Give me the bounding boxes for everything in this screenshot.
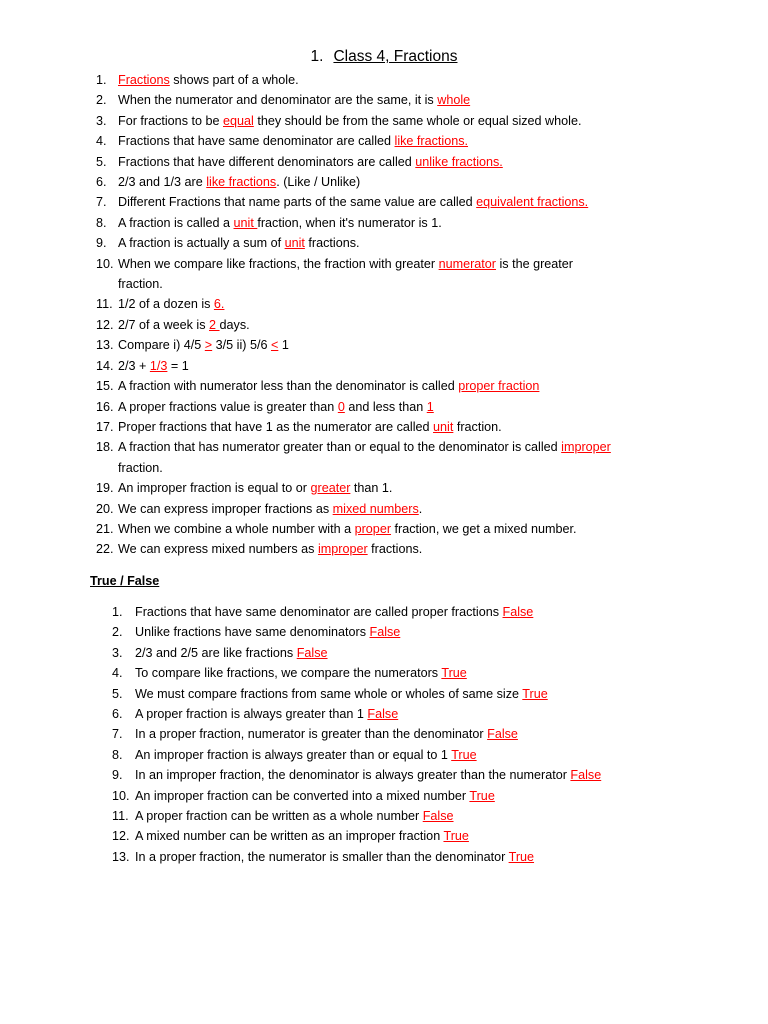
answer-text: 1/3 xyxy=(149,358,168,373)
item-number: 15. xyxy=(96,379,114,394)
item-text xyxy=(118,152,696,172)
item-text xyxy=(118,294,696,314)
list-item xyxy=(96,254,696,274)
item-number: 7. xyxy=(96,195,107,210)
question-text: shows part of a whole. xyxy=(169,73,299,87)
answer-text: False xyxy=(422,809,454,824)
list-item xyxy=(96,274,696,294)
answer-text: proper xyxy=(354,521,392,536)
list-item xyxy=(96,539,696,559)
list-item xyxy=(96,111,696,131)
answer-text: True xyxy=(441,666,467,681)
page-title xyxy=(0,47,768,67)
item-text xyxy=(118,335,696,355)
question-text: For fractions to be xyxy=(118,113,223,128)
item-number: 6. xyxy=(112,707,123,722)
item-text xyxy=(135,765,712,785)
list-item xyxy=(96,376,696,396)
item-text xyxy=(118,254,696,274)
true-false-heading: True / False xyxy=(90,574,160,588)
list-item xyxy=(96,294,696,314)
list-item xyxy=(112,724,712,744)
list-item xyxy=(112,847,712,867)
item-text xyxy=(135,704,712,724)
answer-text: False xyxy=(367,707,399,722)
fill-in-list xyxy=(96,70,696,560)
list-item xyxy=(112,765,712,785)
item-text xyxy=(118,274,696,294)
answer-text: improper xyxy=(317,542,368,557)
question-text: We must compare fractions from same whole or wholes of same size xyxy=(135,686,523,701)
list-item xyxy=(96,70,696,90)
item-number: 21. xyxy=(96,521,114,536)
item-number: 11. xyxy=(96,297,113,312)
question-text: Fractions that have same denominator are called proper fractions xyxy=(135,605,503,619)
item-text xyxy=(118,131,696,151)
question-text: 2/3 + xyxy=(118,358,150,373)
list-item xyxy=(96,335,696,355)
title-text: Class 4, Fractions xyxy=(333,48,458,65)
question-text: fraction. xyxy=(453,419,502,434)
item-number: 12. xyxy=(96,317,114,332)
answer-text: 6. xyxy=(213,297,225,312)
answer-text: mixed numbers xyxy=(332,501,419,516)
question-text: We can express mixed numbers as xyxy=(118,542,318,557)
list-item xyxy=(112,806,712,826)
item-number: 1. xyxy=(112,605,123,619)
list-item xyxy=(96,315,696,335)
item-text xyxy=(118,397,696,417)
question-text: . (Like / Unlike) xyxy=(276,175,361,190)
list-item xyxy=(96,478,696,498)
question-text: is the greater xyxy=(496,256,574,271)
list-item xyxy=(96,499,696,519)
item-number: 17. xyxy=(96,419,114,434)
question-text: Compare i) 4/5 xyxy=(118,338,205,353)
question-text: A proper fractions value is greater than xyxy=(118,399,338,414)
list-item xyxy=(112,663,712,683)
item-text xyxy=(118,70,696,90)
list-item xyxy=(96,172,696,192)
answer-text: False xyxy=(296,645,328,660)
answer-text: True xyxy=(522,686,548,701)
answer-text: False xyxy=(369,625,401,640)
item-text xyxy=(135,745,712,765)
item-text xyxy=(118,192,696,212)
list-item xyxy=(96,233,696,253)
question-text: Fractions that have same denominator are called xyxy=(118,134,395,149)
question-text: fraction, when it's numerator is 1. xyxy=(257,215,442,230)
item-number: 2. xyxy=(96,93,107,108)
answer-text: False xyxy=(502,605,534,619)
item-text xyxy=(118,90,696,110)
answer-text: < xyxy=(270,338,279,353)
question-text: = 1 xyxy=(167,358,189,373)
answer-text: True xyxy=(451,747,477,762)
item-number: 10. xyxy=(112,788,130,803)
item-text xyxy=(135,826,712,846)
question-text: We can express improper fractions as xyxy=(118,501,333,516)
item-number: 13. xyxy=(96,338,114,353)
question-text: A fraction is called a xyxy=(118,215,234,230)
item-text xyxy=(118,233,696,253)
question-text: 3/5 ii) 5/6 xyxy=(212,338,271,353)
item-number: 9. xyxy=(112,768,123,783)
true-false-list xyxy=(112,602,712,867)
item-text xyxy=(135,602,712,622)
question-text: . xyxy=(418,501,423,516)
item-text xyxy=(118,478,696,498)
question-text: A mixed number can be written as an improper fraction xyxy=(135,829,444,844)
list-item xyxy=(96,131,696,151)
question-text: Different Fractions that name parts of the same value are called xyxy=(118,195,477,210)
answer-text: unit xyxy=(284,236,305,251)
question-text: In a proper fraction, numerator is greater than the denominator xyxy=(135,727,488,742)
item-text xyxy=(135,724,712,744)
question-text: Unlike fractions have same denominators xyxy=(135,625,370,640)
title-number: 1. xyxy=(310,48,324,65)
item-text xyxy=(118,519,696,539)
item-text xyxy=(118,111,696,131)
item-number: 8. xyxy=(96,215,107,230)
question-text: An improper fraction is always greater than or equal to 1 xyxy=(135,747,452,762)
answer-text: like fractions. xyxy=(394,134,469,149)
answer-text: > xyxy=(204,338,213,353)
list-item xyxy=(112,704,712,724)
item-text xyxy=(135,847,712,867)
answer-text: True xyxy=(508,849,535,864)
answer-text: unit xyxy=(233,215,258,230)
question-text: When the numerator and denominator are the same, it is xyxy=(118,93,438,108)
item-number: 12. xyxy=(112,829,130,844)
question-text: Fractions that have different denominators are called xyxy=(118,154,416,169)
item-number: 7. xyxy=(112,727,123,742)
question-text: In an improper fraction, the denominator is always greater than the numerator xyxy=(135,768,571,783)
answer-text: equal xyxy=(223,113,254,128)
item-number: 2. xyxy=(112,625,123,640)
item-number: 8. xyxy=(112,747,123,762)
answer-text: proper fraction xyxy=(458,379,540,394)
list-item xyxy=(96,192,696,212)
item-text xyxy=(135,786,712,806)
item-number: 5. xyxy=(112,686,123,701)
question-text: When we compare like fractions, the fraction with greater xyxy=(118,256,439,271)
item-number: 4. xyxy=(112,666,123,681)
answer-text: Fractions xyxy=(118,73,170,87)
question-text: When we combine a whole number with a xyxy=(118,521,355,536)
answer-text: improper xyxy=(561,440,611,455)
item-number: 20. xyxy=(96,501,114,516)
question-text: 2/3 and 1/3 are xyxy=(118,175,207,190)
item-number: 10. xyxy=(96,256,114,271)
item-text xyxy=(118,213,696,233)
item-number: 18. xyxy=(96,440,114,455)
answer-text: True xyxy=(469,788,495,803)
answer-text: equivalent fractions. xyxy=(476,195,589,210)
question-text: An improper fraction is equal to or xyxy=(118,481,311,496)
item-number: 1. xyxy=(96,73,107,87)
answer-text: unlike fractions. xyxy=(415,154,503,169)
question-text: In a proper fraction, the numerator is smaller than the denominator xyxy=(135,849,509,864)
item-text xyxy=(118,499,696,519)
list-item xyxy=(96,458,696,478)
question-text: A fraction is actually a sum of xyxy=(118,236,285,251)
list-item xyxy=(112,643,712,663)
item-text xyxy=(135,684,712,704)
item-text xyxy=(118,458,696,478)
item-text xyxy=(135,643,712,663)
question-text: they should be from the same whole or equal sized whole. xyxy=(253,113,582,128)
list-item xyxy=(96,356,696,376)
list-item xyxy=(112,786,712,806)
item-text xyxy=(118,376,696,396)
answer-text: 1 xyxy=(426,399,434,414)
list-item xyxy=(96,152,696,172)
list-item xyxy=(96,213,696,233)
item-text xyxy=(118,417,696,437)
list-item xyxy=(112,684,712,704)
item-number: 16. xyxy=(96,399,114,414)
question-text: than 1. xyxy=(350,481,393,496)
item-text xyxy=(135,622,712,642)
item-number: 22. xyxy=(96,542,114,557)
item-number: 13. xyxy=(112,849,130,864)
question-text: and less than xyxy=(344,399,427,414)
item-text xyxy=(118,172,696,192)
question-text: A fraction that has numerator greater than or equal to the denominator is called xyxy=(118,440,562,455)
list-item xyxy=(112,745,712,765)
item-number: 14. xyxy=(96,358,114,373)
question-text: A fraction with numerator less than the denominator is called xyxy=(118,379,459,394)
item-number: 3. xyxy=(96,113,107,128)
answer-text: False xyxy=(487,727,518,742)
question-text: fraction. xyxy=(118,277,163,292)
answer-text: greater xyxy=(310,481,351,496)
question-text: fraction. xyxy=(118,460,163,475)
question-text: 2/3 and 2/5 are like fractions xyxy=(135,645,297,660)
item-number: 19. xyxy=(96,481,114,496)
list-item xyxy=(112,602,712,622)
answer-text: 0 xyxy=(337,399,345,414)
question-text: 1 xyxy=(278,338,289,353)
item-text xyxy=(118,539,696,559)
question-text: 2/7 of a week is xyxy=(118,317,210,332)
list-item xyxy=(96,437,696,457)
item-text xyxy=(135,663,712,683)
list-item xyxy=(112,622,712,642)
question-text: 1/2 of a dozen is xyxy=(118,297,214,312)
list-item xyxy=(96,397,696,417)
question-text: An improper fraction can be converted into a mixed number xyxy=(135,788,470,803)
question-text: fractions. xyxy=(304,236,360,251)
question-text: days. xyxy=(219,317,250,332)
item-number: 4. xyxy=(96,134,107,149)
answer-text: False xyxy=(570,768,602,783)
answer-text: whole xyxy=(437,93,471,108)
item-number: 3. xyxy=(112,645,123,660)
answer-text: like fractions xyxy=(206,175,277,190)
list-item xyxy=(96,417,696,437)
question-text: fractions. xyxy=(367,542,423,557)
item-text xyxy=(135,806,712,826)
item-text xyxy=(118,315,696,335)
question-text: Proper fractions that have 1 as the numerator are called xyxy=(118,419,434,434)
item-text xyxy=(118,356,696,376)
answer-text: unit xyxy=(433,419,454,434)
item-number: 6. xyxy=(96,175,107,190)
answer-text: numerator xyxy=(438,256,496,271)
answer-text: True xyxy=(443,829,469,844)
item-text xyxy=(118,437,696,457)
item-number: 11. xyxy=(112,809,129,824)
question-text: To compare like fractions, we compare the numerators xyxy=(135,666,442,681)
item-number: 5. xyxy=(96,154,107,169)
question-text: fraction, we get a mixed number. xyxy=(391,521,577,536)
item-number: 9. xyxy=(96,236,107,251)
list-item xyxy=(96,519,696,539)
list-item xyxy=(112,826,712,846)
answer-text: 2 xyxy=(209,317,220,332)
question-text: A proper fraction can be written as a whole number xyxy=(135,809,423,824)
question-text: A proper fraction is always greater than 1 xyxy=(135,707,368,722)
list-item xyxy=(96,90,696,110)
